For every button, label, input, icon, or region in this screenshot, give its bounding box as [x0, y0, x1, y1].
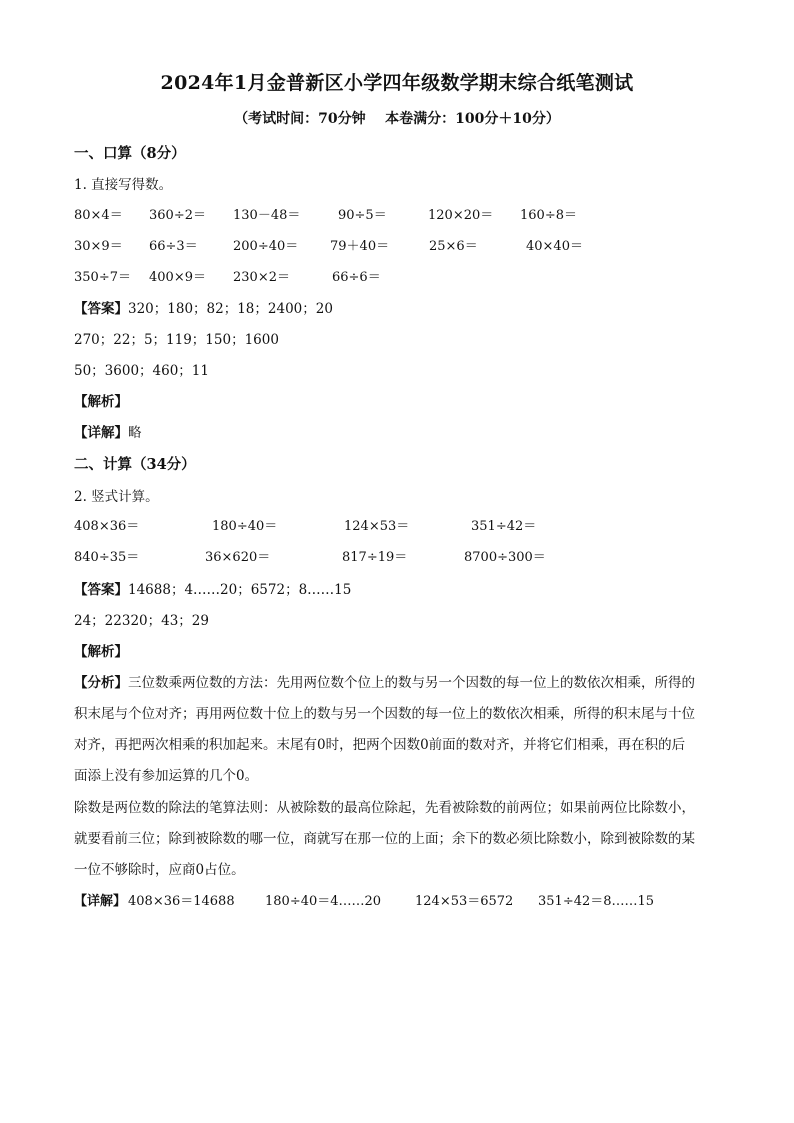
detail-item: 124×53＝6572	[415, 894, 514, 909]
division-rule-line: 一位不够除时，应商0占位。	[74, 862, 245, 878]
mental-math-item: 230×2＝	[233, 270, 290, 285]
mental-math-item: 160÷8＝	[520, 208, 577, 223]
mental-math-item: 400×9＝	[149, 270, 206, 285]
answer-line-2: 270；22；5；119；150；1600	[74, 332, 279, 348]
detail-text: 略	[128, 425, 142, 441]
answer-text: 14688；4……20；6572；8……15	[128, 582, 352, 598]
mental-math-item: 130－48＝	[233, 208, 301, 223]
detail-tag: 【详解】	[74, 894, 127, 909]
analysis-tag: 【解析】	[74, 644, 128, 660]
answer-line-1	[74, 297, 333, 317]
mental-math-item: 350÷7＝	[74, 270, 131, 285]
analysis-paragraph-line: 对齐，再把两次相乘的积加起来。末尾有0时，把两个因数0前面的数对齐，并将它们相乘，再在积的后	[74, 737, 686, 753]
vertical-calc-item: 408×36＝	[74, 519, 140, 534]
mental-math-item: 200÷40＝	[233, 239, 299, 254]
vertical-calc-item: 124×53＝	[344, 519, 410, 534]
detail-item: 408×36＝14688	[128, 894, 235, 909]
mental-math-item: 79＋40＝	[330, 239, 390, 254]
page-title: 2024年1月金普新区小学四年级数学期末综合纸笔测试	[160, 72, 634, 94]
mental-math-item: 66÷3＝	[149, 239, 198, 254]
analysis-paragraph-line: 面添上没有参加运算的几个0。	[74, 768, 259, 784]
answer-tag: 【答案】	[74, 582, 128, 598]
mental-math-item: 40×40＝	[526, 239, 583, 254]
mental-math-item: 360÷2＝	[149, 208, 206, 223]
vertical-calc-item: 36×620＝	[205, 550, 271, 565]
fenxi-tag: 【分析】	[74, 675, 128, 691]
answer-tag: 【答案】	[74, 301, 128, 317]
page-subtitle: （考试时间：70分钟 本卷满分：100分＋10分）	[234, 111, 560, 127]
vertical-calc-item: 8700÷300＝	[464, 550, 546, 565]
division-rule-line: 就要看前三位；除到被除数的哪一位，商就写在那一位的上面；余下的数必须比除数小，除到被除数的某	[74, 831, 695, 847]
section1-heading: 一、口算（8分）	[74, 145, 186, 162]
analysis-tag: 【解析】	[74, 394, 128, 410]
vertical-calc-item: 840÷35＝	[74, 550, 140, 565]
vertical-calc-item: 351÷42＝	[471, 519, 537, 534]
answer-text: 320；180；82；18；2400；20	[128, 301, 333, 317]
division-rule-line: 除数是两位数的除法的笔算法则：从被除数的最高位除起，先看被除数的前两位；如果前两位比除数小，	[74, 800, 695, 816]
detail-item: 180÷40＝4……20	[265, 894, 382, 909]
answer-line-1	[74, 578, 351, 598]
mental-math-item: 80×4＝	[74, 208, 123, 223]
section2-heading: 二、计算（34分）	[74, 456, 196, 473]
question1-prompt: 1. 直接写得数。	[74, 177, 173, 193]
analysis-paragraph-line	[74, 671, 695, 691]
question2-prompt: 2. 竖式计算。	[74, 489, 159, 505]
mental-math-item: 120×20＝	[428, 208, 494, 223]
detail-item: 351÷42＝8……15	[538, 894, 655, 909]
vertical-calc-item: 180÷40＝	[212, 519, 278, 534]
mental-math-item: 90÷5＝	[338, 208, 387, 223]
mental-math-item: 66÷6＝	[332, 270, 381, 285]
vertical-calc-item: 817÷19＝	[342, 550, 408, 565]
answer-line-2: 24；22320；43；29	[74, 613, 209, 629]
analysis-text: 三位数乘两位数的方法：先用两位数个位上的数与另一个因数的每一位上的数依次相乘，所得的	[128, 675, 695, 691]
answer-line-3: 50；3600；460；11	[74, 363, 209, 379]
mental-math-item: 25×6＝	[429, 239, 478, 254]
detail-line	[74, 421, 142, 441]
detail-tag: 【详解】	[74, 425, 128, 441]
mental-math-item: 30×9＝	[74, 239, 123, 254]
analysis-paragraph-line: 积末尾与个位对齐；再用两位数十位上的数与另一个因数的每一位上的数依次相乘，所得的积末尾与十位	[74, 706, 695, 722]
